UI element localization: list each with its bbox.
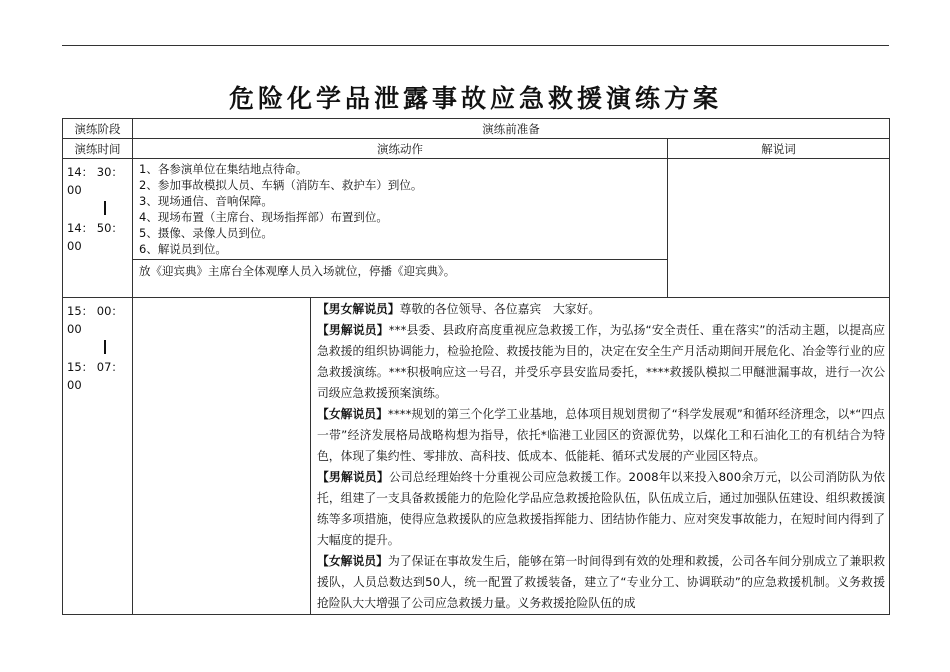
commentary-header: 解说词: [668, 139, 890, 159]
narration-text: ***县委、县政府高度重视应急救援工作，为弘扬“安全责任、重在落实”的活动主题，以提高应急救援的组织协调能力，检验抢险、救援技能为目的，决定在安全生产月活动期间开展危化、冶金等行业的应急救援演练。***积极响应这一号召，并受乐亭县安监局委托，****救援队模拟二甲醚泄漏事故，进行一次公司级应急救援预案演练。: [317, 323, 885, 400]
narration-text: 公司总经理始终十分重视公司应急救援工作。2008年以来投入800余万元，以公司消防队为依托，组建了一支具备救援能力的危险化学品应急救援抢险队伍，队伍成立后，通过加强队伍建设、组织救援演练等多项措施，使得应急救援队的应急救援指挥能力、团结协作能力、应对突发事故能力，在短时间内得到了大幅度的提升。: [317, 470, 885, 547]
header-rule: [62, 45, 889, 46]
step-list: [133, 159, 667, 259]
action-cell: [133, 298, 311, 615]
narration-paragraph: [317, 299, 885, 320]
time-range-bar: [104, 340, 106, 354]
list-item: 3、现场通信、音响保障。: [139, 194, 273, 208]
action-header: 演练动作: [133, 139, 668, 159]
list-item: 4、现场布置（主席台、现场指挥部）布置到位。: [139, 210, 388, 224]
narration-text: ****规划的第三个化学工业基地，总体项目规划贯彻了“科学发展观”和循环经济理念，以*“四点一带”经济发展格局战略构想为指导，依托*临港工业园区的资源优势，以煤化工和石油化工的有机结合为特色，体现了集约性、零排放、高科技、低成本、低能耗、循环式发展的产业园区特点。: [317, 407, 885, 463]
narration-paragraph: [317, 551, 885, 614]
narration-text: 为了保证在事故发生后，能够在第一时间得到有效的处理和救援，公司各车间分别成立了兼职救援队，人员总数达到50人，统一配置了救援装备，建立了“专业分工、协调联动”的应急救援机制。义务救援抢险队大大增强了公司应急救援力量。义务救援抢险队伍的成: [317, 554, 885, 610]
stage-label: 演练阶段: [63, 119, 133, 139]
action-cell: [133, 159, 668, 298]
time-start: 14： 30：00: [67, 165, 123, 197]
time-range-bar: [104, 201, 106, 215]
time-cell: [63, 298, 133, 615]
document-title: 危险化学品泄露事故应急救援演练方案: [228, 84, 722, 113]
narration-paragraph: [317, 404, 885, 467]
narration-cell: [311, 298, 890, 615]
time-end: 14： 50：00: [67, 221, 123, 253]
stage-value: 演练前准备: [133, 119, 890, 139]
stage-row: [63, 119, 890, 139]
table-row: [63, 298, 890, 615]
list-item: 6、解说员到位。: [139, 242, 227, 256]
speaker-label: 【女解说员】: [317, 554, 389, 568]
action-note: 放《迎宾典》主席台全体观摩人员入场就位，停播《迎宾典》。: [133, 259, 667, 282]
speaker-label: 【男解说员】: [317, 470, 389, 484]
time-start: 15： 00：00: [67, 304, 123, 336]
speaker-label: 【男解说员】: [317, 323, 389, 337]
column-header-row: [63, 139, 890, 159]
time-cell: [63, 159, 133, 298]
list-item: 2、参加事故模拟人员、车辆（消防车、救护车）到位。: [139, 178, 423, 192]
list-item: 5、摄像、录像人员到位。: [139, 226, 273, 240]
narration-text: 尊敬的各位领导、各位嘉宾 大家好。: [399, 302, 601, 316]
narration-paragraph: [317, 320, 885, 404]
narration-paragraph: [317, 467, 885, 551]
drill-plan-table: [62, 118, 890, 615]
table-row: [63, 159, 890, 298]
time-end: 15： 07：00: [67, 360, 123, 392]
commentary-cell: [668, 159, 890, 298]
time-header: 演练时间: [63, 139, 133, 159]
list-item: 1、各参演单位在集结地点待命。: [139, 162, 308, 176]
speaker-label: 【女解说员】: [317, 407, 388, 421]
speaker-label: 【男女解说员】: [317, 302, 400, 316]
